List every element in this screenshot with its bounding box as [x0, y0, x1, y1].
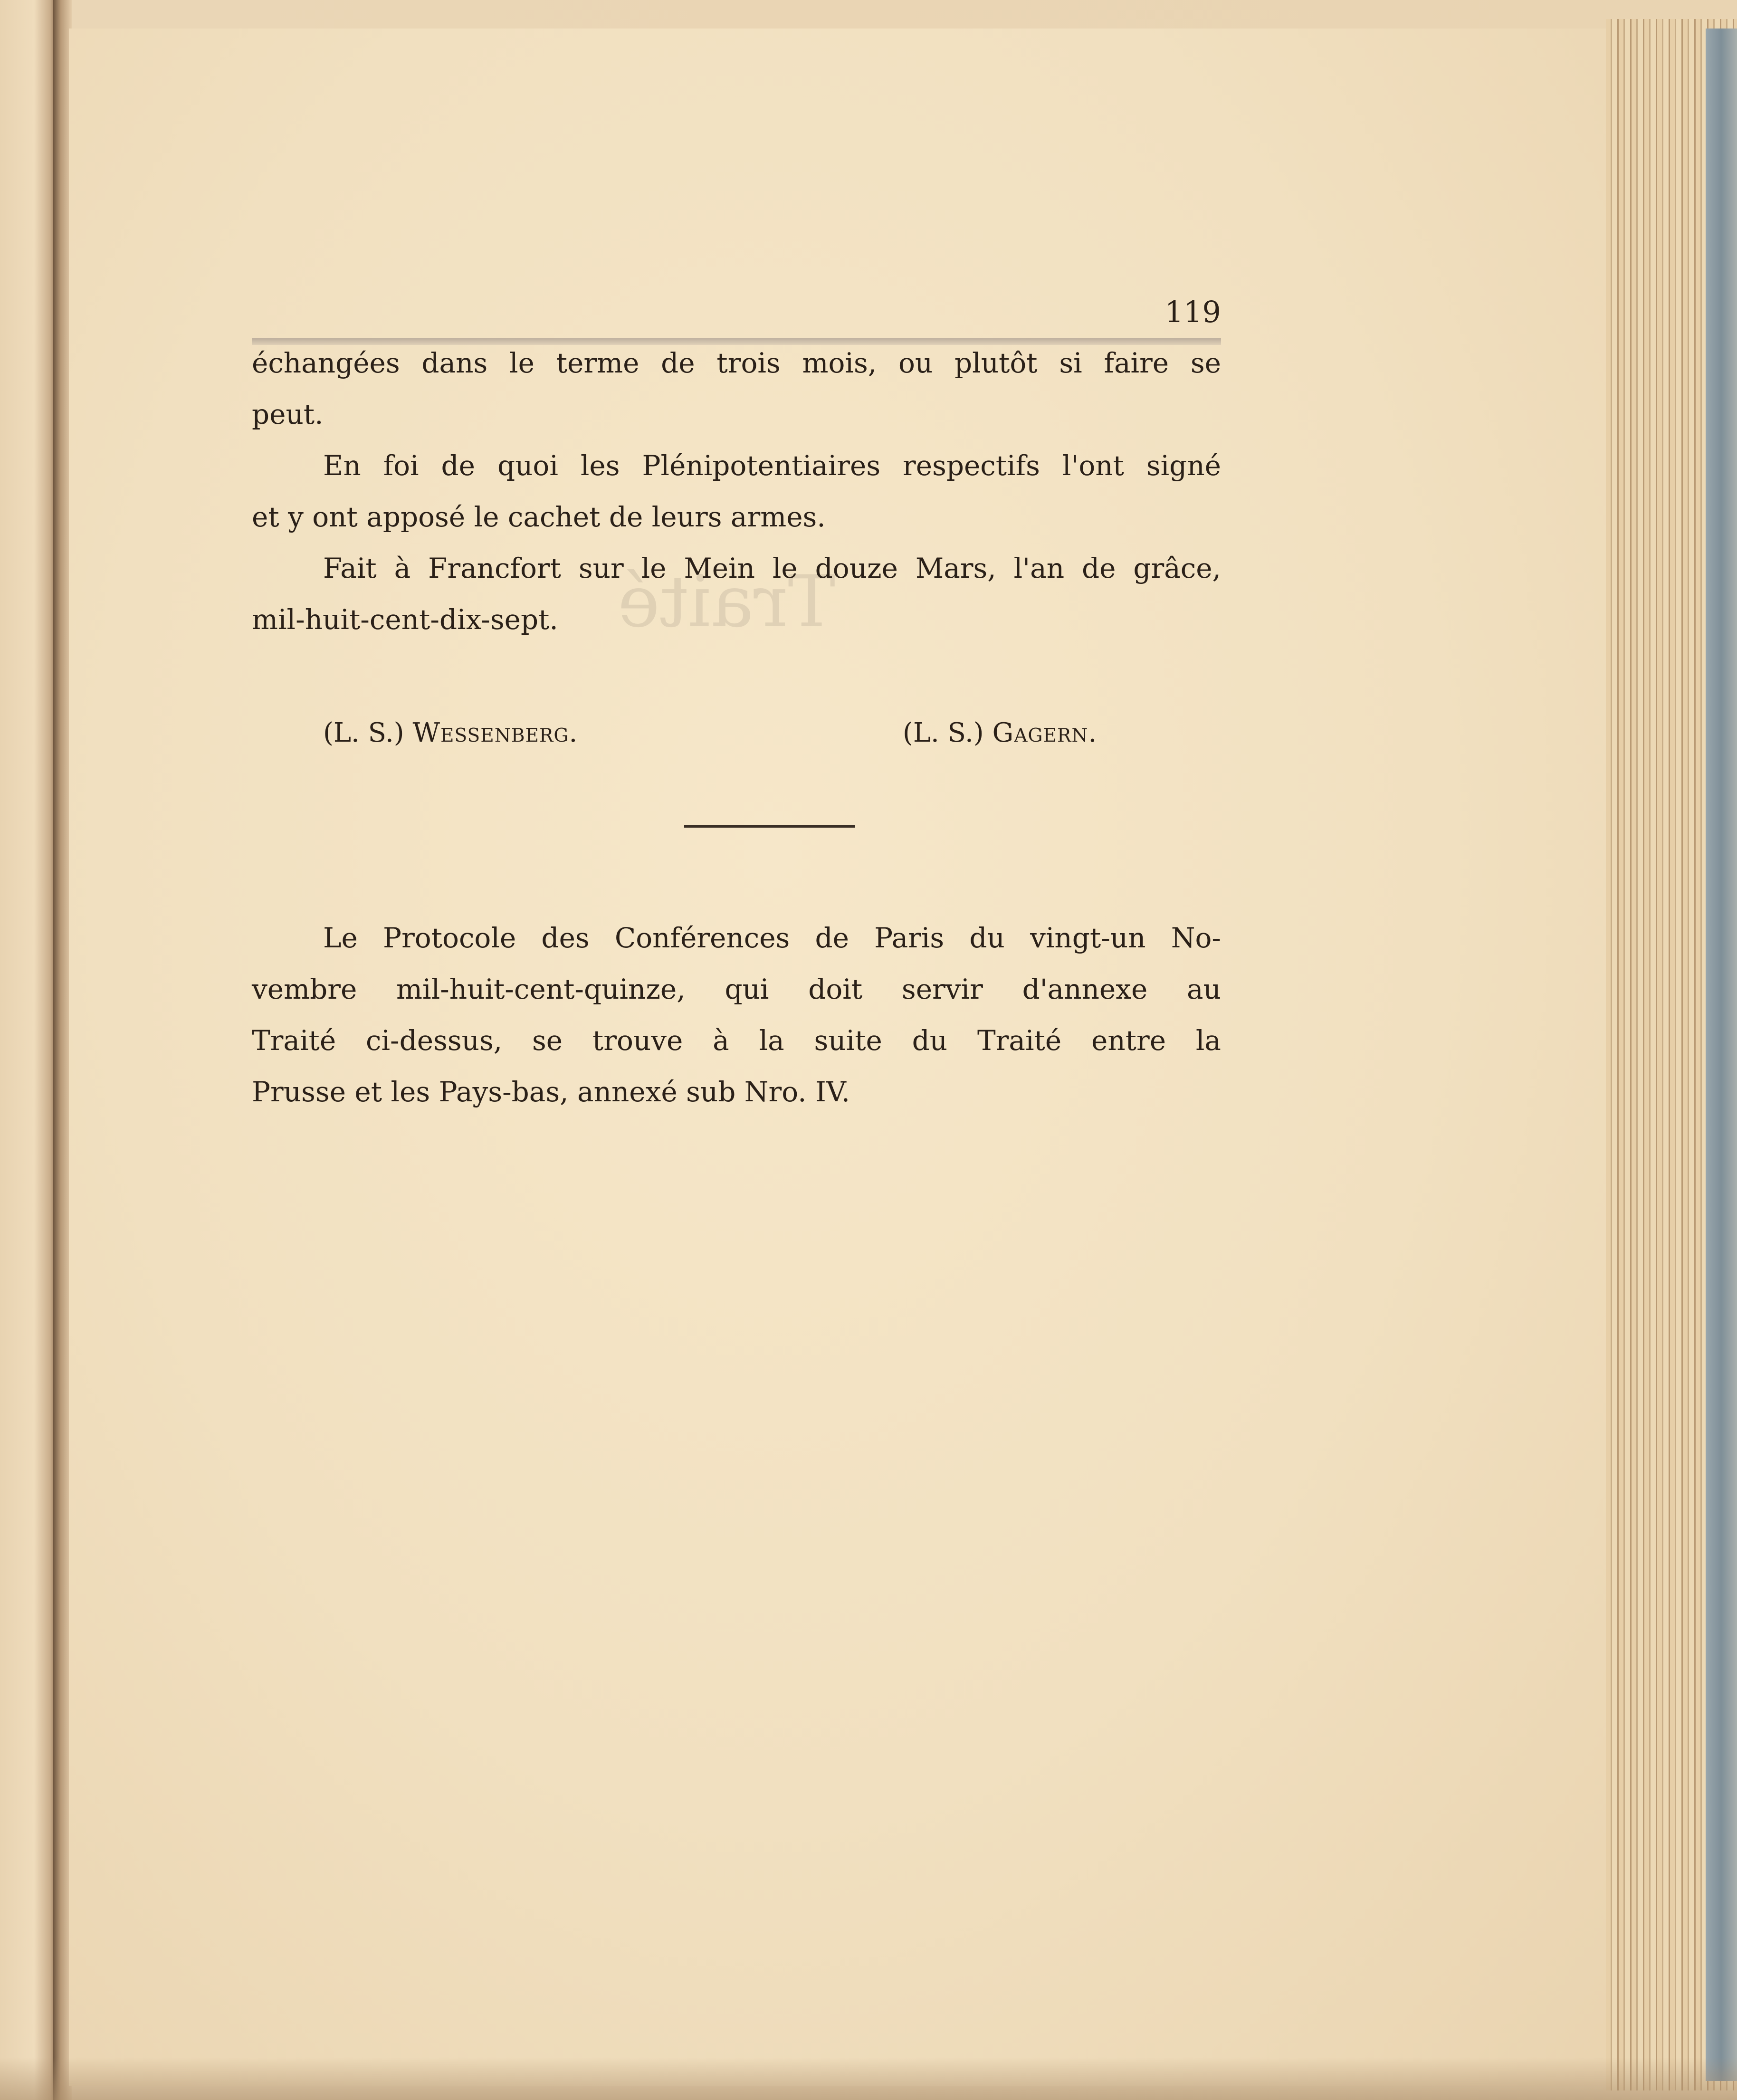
signature-right: [903, 717, 1097, 748]
text-line: vembre mil-huit-cent-quinze, qui doit servir d'annexe au: [252, 973, 1221, 1005]
text-line: et y ont apposé le cachet de leurs armes.: [252, 501, 826, 533]
book-page: [69, 29, 1632, 2086]
text-line: peut.: [252, 398, 324, 430]
section-divider: [684, 825, 855, 828]
signatory-name: Wessenberg.: [412, 717, 578, 748]
text-line: échangées dans le terme de trois mois, ou plutôt si faire se: [252, 347, 1221, 379]
seal-mark: (L. S.): [323, 717, 404, 748]
text-line: En foi de quoi les Plénipotentiaires respectifs l'ont signé: [323, 449, 1221, 482]
text-line: mil-huit-cent-dix-sept.: [252, 603, 558, 636]
bleed-through-texture: Traité: [618, 561, 836, 643]
signature-left: [323, 717, 578, 748]
left-page-edge: [0, 0, 57, 2100]
header-rule: [252, 338, 1221, 345]
text-line: Traité ci-dessus, se trouve à la suite du Traité entre la: [252, 1024, 1221, 1057]
cover-edge: [1706, 29, 1737, 2081]
text-line: Prusse et les Pays-bas, annexé sub Nro. IV.: [252, 1076, 850, 1108]
text-line: Fait à Francfort sur le Mein le douze Mars, l'an de grâce,: [323, 552, 1221, 584]
seal-mark: (L. S.): [903, 717, 984, 748]
bottom-shadow: [0, 2057, 1737, 2100]
page-number: 119: [1164, 295, 1221, 329]
signatory-name: Gagern.: [992, 717, 1098, 748]
text-line: Le Protocole des Conférences de Paris du vingt-un No-: [323, 922, 1221, 954]
